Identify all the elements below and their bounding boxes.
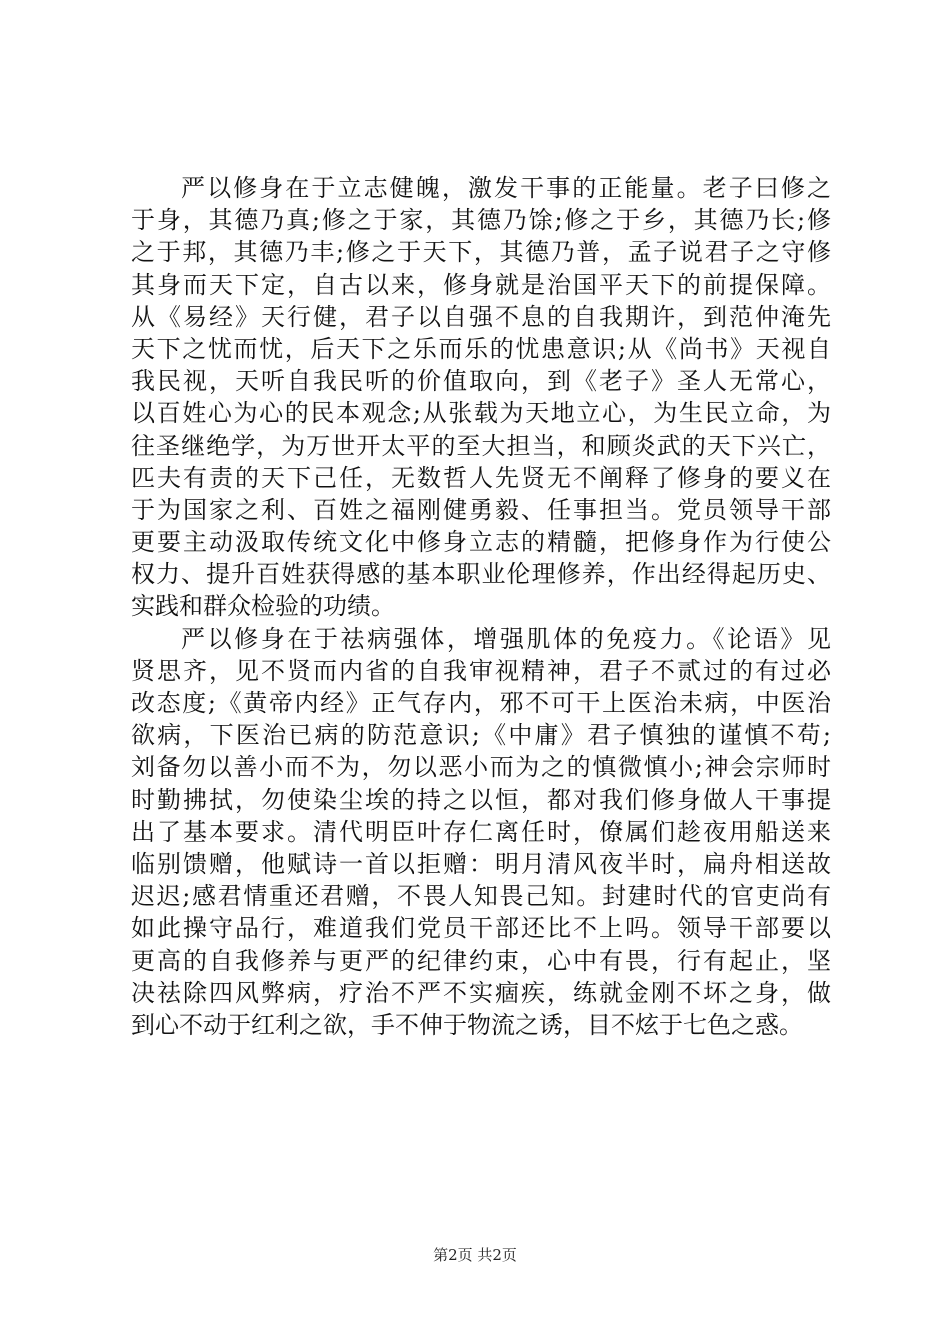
paragraph-2	[131, 623, 831, 1041]
paragraph-line: 改态度;《黄帝内经》正气存内，邪不可干上医治未病，中医治	[131, 689, 831, 717]
paragraph-line: 其身而天下定，自古以来，修身就是治国平天下的前提保障。	[131, 270, 831, 299]
paragraph-line: 严以修身在于祛病强体，增强肌体的免疫力。《论语》见	[181, 624, 831, 653]
paragraph-line: 天下之忧而忧，后天下之乐而乐的忧患意识;从《尚书》天视自	[131, 334, 831, 363]
paragraph-line: 以百姓心为心的民本观念;从张载为天地立心，为生民立命，为	[131, 399, 831, 428]
page-number-footer: 第2页 共2页	[433, 1246, 517, 1264]
paragraph-line: 欲病，下医治已病的防范意识;《中庸》君子慎独的谨慎不苟;	[131, 721, 831, 750]
paragraph-line: 之于邦，其德乃丰;修之于天下，其德乃普，孟子说君子之守修	[131, 238, 831, 267]
paragraph-line: 实践和群众检验的功绩。	[131, 592, 395, 621]
paragraph-line: 到心不动于红利之欲，手不伸于物流之诱，目不炫于七色之惑。	[131, 1010, 803, 1039]
document-body	[131, 172, 831, 1041]
paragraph-line: 往圣继绝学，为万世开太平的至大担当，和顾炎武的天下兴亡，	[131, 431, 831, 460]
paragraph-line: 刘备勿以善小而不为，勿以恶小而为之的慎微慎小;神会宗师时	[131, 753, 831, 782]
paragraph-line: 时勤拂拭，勿使染尘埃的持之以恒，都对我们修身做人干事提	[131, 785, 831, 814]
paragraph-1	[131, 172, 831, 623]
paragraph-line: 出了基本要求。清代明臣叶存仁离任时，僚属们趁夜用船送来	[131, 817, 831, 846]
paragraph-line: 贤思齐，见不贤而内省的自我审视精神，君子不贰过的有过必	[131, 656, 831, 685]
paragraph-line: 匹夫有责的天下己任，无数哲人先贤无不阐释了修身的要义在	[131, 463, 831, 492]
paragraph-line: 于为国家之利、百姓之福刚健勇毅、任事担当。党员领导干部	[131, 495, 831, 524]
paragraph-line: 于身，其德乃真;修之于家，其德乃馀;修之于乡，其德乃长;修	[131, 206, 831, 235]
paragraph-line: 更高的自我修养与更严的纪律约束，心中有畏，行有起止，坚	[131, 946, 831, 975]
paragraph-line: 权力、提升百姓获得感的基本职业伦理修养，作出经得起历史、	[131, 560, 831, 589]
paragraph-line: 我民视，天听自我民听的价值取向，到《老子》圣人无常心，	[131, 367, 831, 396]
paragraph-line: 决祛除四风弊病，疗治不严不实痼疾，练就金刚不坏之身，做	[131, 978, 831, 1007]
paragraph-line: 从《易经》天行健，君子以自强不息的自我期许，到范仲淹先	[131, 302, 831, 331]
paragraph-line: 如此操守品行，难道我们党员干部还比不上吗。领导干部要以	[131, 914, 831, 943]
paragraph-line: 迟迟;感君情重还君赠，不畏人知畏己知。封建时代的官吏尚有	[131, 882, 831, 911]
paragraph-line: 临别馈赠，他赋诗一首以拒赠：明月清风夜半时，扁舟相送故	[131, 849, 831, 878]
paragraph-line: 更要主动汲取传统文化中修身立志的精髓，把修身作为行使公	[131, 528, 831, 557]
paragraph-line: 严以修身在于立志健魄，激发干事的正能量。老子曰修之	[181, 174, 831, 202]
